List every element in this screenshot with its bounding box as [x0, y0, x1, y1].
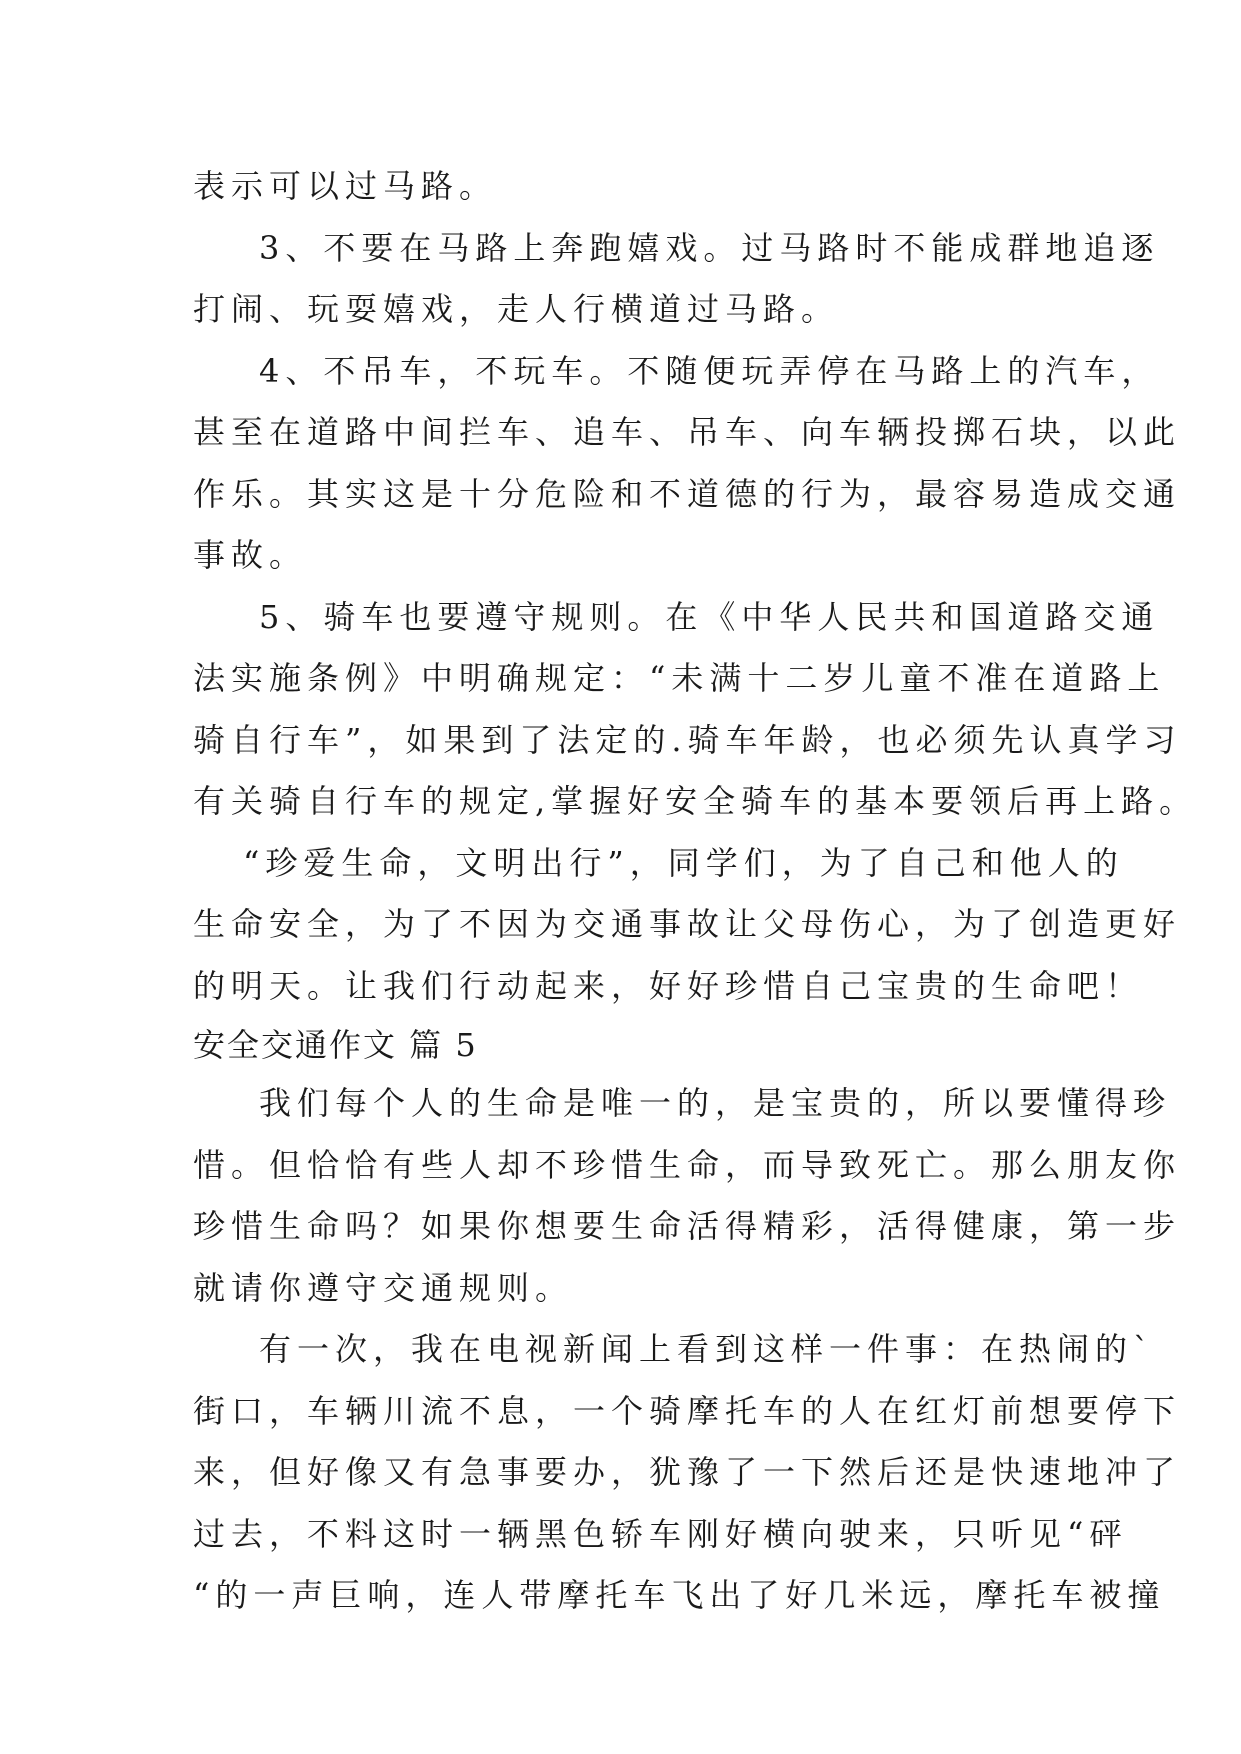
section-heading: 安全交通作文 篇 5: [193, 1026, 478, 1064]
document-page: [193, 156, 1198, 1627]
text-line: 有关骑自行车的规定,掌握好安全骑车的基本要领后再上路。: [193, 782, 1198, 820]
text-line: 作乐。其实这是十分危险和不道德的行为，最容易造成交通: [193, 474, 1182, 513]
paragraph-3-start: 3、不要在马路上奔跑嬉戏。过马路时不能成群地追逐: [259, 228, 1160, 267]
text-line: 骑自行车”，如果到了法定的.骑车年龄，也必须先认真学习: [193, 720, 1182, 759]
text-line: “的一声巨响，连人带摩托车飞出了好几米远，摩托车被撞: [193, 1576, 1166, 1614]
text-line: 甚至在道路中间拦车、追车、吊车、向车辆投掷石块，以此: [193, 413, 1182, 451]
text-line: 表示可以过马路。: [193, 167, 498, 205]
text-line: 来，但好像又有急事要办，犹豫了一下然后还是快速地冲了: [193, 1453, 1182, 1491]
text-line: 打闹、玩耍嬉戏，走人行横道过马路。: [193, 290, 840, 328]
text-line: 法实施条例》中明确规定：“未满十二岁儿童不准在道路上: [193, 659, 1166, 697]
text-line: 事故。: [193, 536, 308, 574]
text-line: 的明天。让我们行动起来，好好珍惜自己宝贵的生命吧！: [193, 966, 1144, 1005]
essay-paragraph-2-start: 有一次，我在电视新闻上看到这样一件事：在热闹的`: [259, 1330, 1156, 1368]
text-line: 惜。但恰恰有些人却不珍惜生命，而导致死亡。那么朋友你: [193, 1145, 1182, 1184]
paragraph-4-start: 4、不吊车，不玩车。不随便玩弄停在马路上的汽车，: [259, 351, 1160, 390]
text-line: 过去，不料这时一辆黑色轿车刚好横向驶来，只听见“砰: [193, 1514, 1128, 1553]
paragraph-5-start: 5、骑车也要遵守规则。在《中华人民共和国道路交通: [259, 597, 1160, 636]
text-line: 街口，车辆川流不息，一个骑摩托车的人在红灯前想要停下: [193, 1391, 1182, 1430]
closing-paragraph-start: “珍爱生命，文明出行”，同学们，为了自己和他人的: [243, 843, 1124, 882]
essay-paragraph-1-start: 我们每个人的生命是唯一的，是宝贵的，所以要懂得珍: [259, 1084, 1172, 1122]
text-line: 珍惜生命吗？如果你想要生命活得精彩，活得健康，第一步: [193, 1207, 1182, 1245]
text-line: 就请你遵守交通规则。: [193, 1268, 574, 1307]
text-line: 生命安全，为了不因为交通事故让父母伤心，为了创造更好: [193, 905, 1182, 943]
